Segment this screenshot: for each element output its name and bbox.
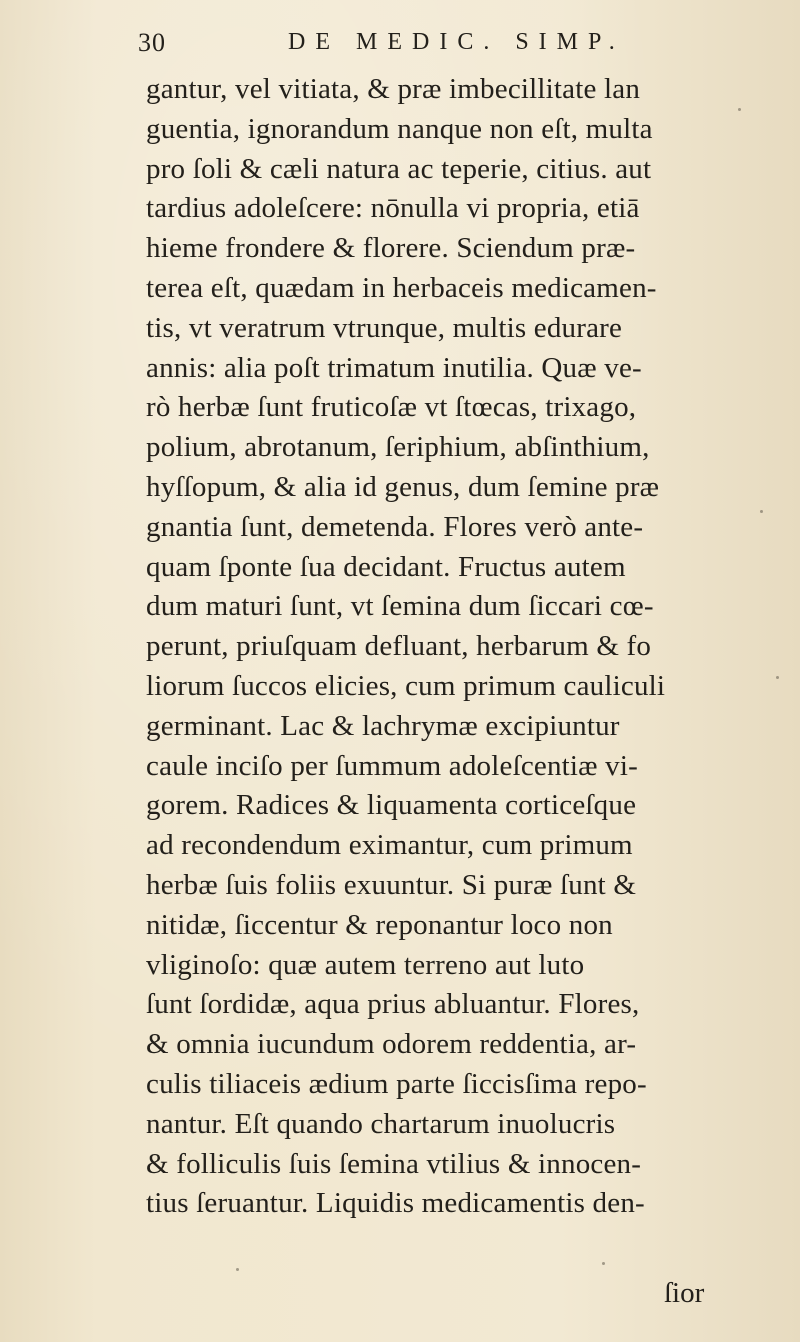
text-line-27: nantur. Eſt quando chartarum inuolucris: [146, 1107, 616, 1140]
paper-speck: [602, 1262, 605, 1265]
text-line-10: polium, abrotanum, ſeriphium, abſinthium,: [146, 431, 650, 464]
paper-speck: [760, 510, 763, 513]
paper-speck: [776, 676, 779, 679]
page-header: [138, 22, 668, 62]
text-line-29: tius ſeruantur. Liquidis medicamentis den-: [146, 1187, 645, 1220]
text-line-19: gorem. Radices & liquamenta corticeſque: [146, 789, 637, 822]
text-line-23: vliginoſo: quæ autem terreno aut luto: [146, 948, 585, 981]
text-block: [146, 70, 744, 1224]
text-line-14: dum maturi ſunt, vt ſemina dum ſiccari cœ-: [146, 590, 654, 623]
text-line-1: gantur, vel vitiata, & præ imbecillitate lan: [146, 73, 641, 105]
text-line-20: ad recondendum eximantur, cum primum: [146, 829, 633, 862]
paper-speck: [236, 1268, 239, 1271]
page-number: 30: [138, 28, 166, 57]
text-line-17: germinant. Lac & lachrymæ excipiuntur: [146, 709, 620, 742]
running-head: DE MEDIC. SIMP.: [288, 29, 625, 55]
text-line-16: liorum ſuccos elicies, cum primum cauliculi: [146, 669, 666, 702]
text-line-8: annis: alia poſt trimatum inutilia. Quæ ve-: [146, 351, 642, 384]
catchword: ſior: [664, 1277, 705, 1309]
text-line-2: guentia, ignorandum nanque non eſt, multa: [146, 112, 653, 145]
text-line-18: caule inciſo per ſummum adoleſcentiæ vi-: [146, 749, 638, 782]
text-line-3: pro ſoli & cæli natura ac teperie, citius. aut: [146, 152, 652, 185]
text-line-26: culis tiliaceis ædium parte ſiccisſima repo-: [146, 1067, 647, 1100]
text-line-5: hieme frondere & florere. Sciendum præ-: [146, 232, 636, 265]
text-line-22: nitidæ, ſiccentur & reponantur loco non: [146, 908, 613, 941]
text-line-28: & folliculis ſuis ſemina vtilius & innocen-: [146, 1147, 642, 1180]
text-line-11: hyſſopum, & alia id genus, dum ſemine præ: [146, 470, 660, 503]
text-line-24: ſunt ſordidæ, aqua prius abluantur. Flores,: [146, 988, 640, 1021]
paper-speck: [738, 108, 741, 111]
text-line-12: gnantia ſunt, demetenda. Flores verò ante-: [146, 510, 644, 543]
text-line-9: rò herbæ ſunt fruticoſæ vt ſtœcas, trixago,: [146, 391, 637, 424]
text-line-15: perunt, priuſquam defluant, herbarum & fo: [146, 630, 652, 663]
text-line-6: terea eſt, quædam in herbaceis medicamen-: [146, 271, 657, 304]
text-line-13: quam ſponte ſua decidant. Fructus autem: [146, 550, 626, 583]
text-line-4: tardius adoleſcere: nōnulla vi propria, etiā: [146, 192, 640, 225]
text-line-25: & omnia iucundum odorem reddentia, ar-: [146, 1028, 637, 1061]
text-line-7: tis, vt veratrum vtrunque, multis edurare: [146, 311, 623, 344]
text-line-21: herbæ ſuis foliis exuuntur. Si puræ ſunt &: [146, 868, 637, 901]
